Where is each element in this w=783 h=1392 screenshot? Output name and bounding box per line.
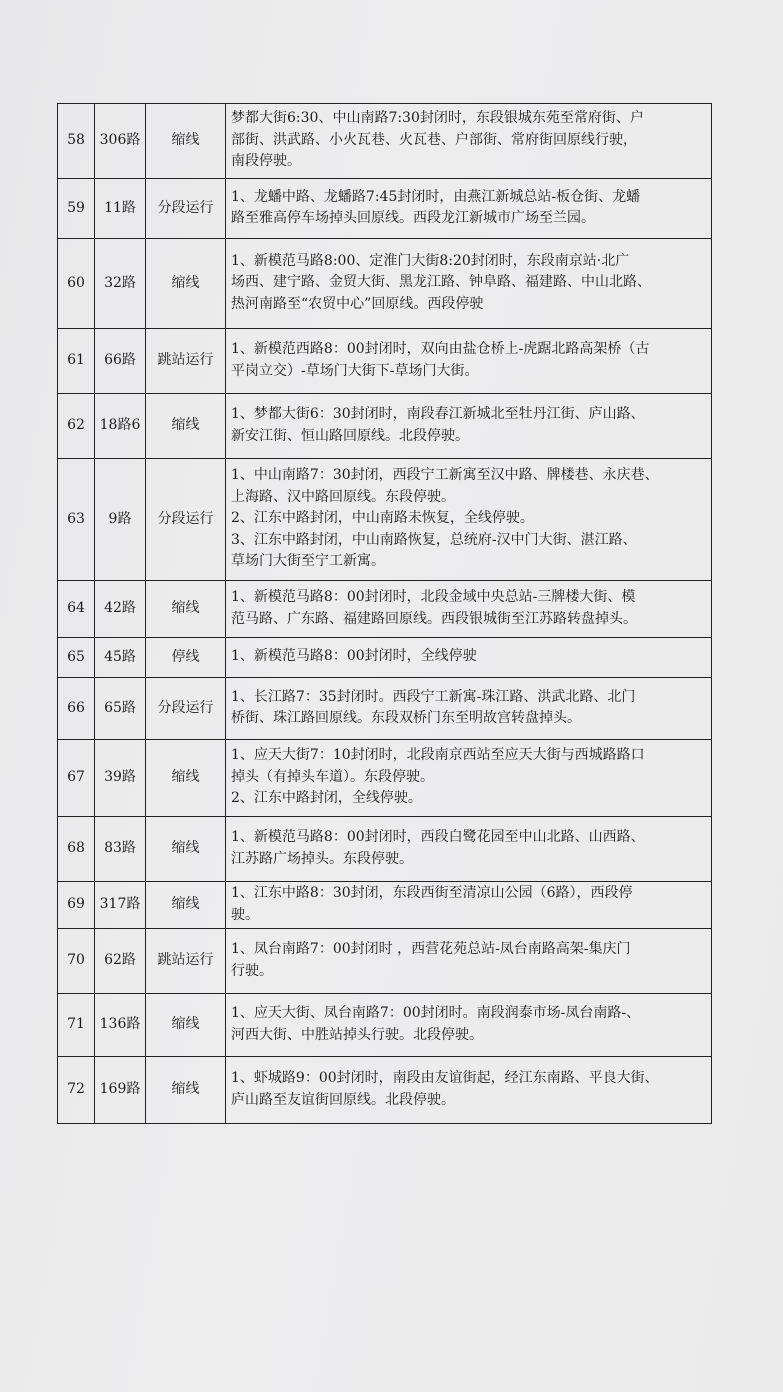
operation-mode-cell: 跳站运行 — [146, 329, 226, 394]
adjustment-description-cell — [226, 817, 712, 882]
description-line: 1、新模范马路8：00封闭时，北段金域中央总站-三牌楼大街、模 — [231, 589, 636, 605]
row-number-cell: 68 — [58, 817, 95, 882]
description-line: 3、江东中路封闭，中山南路恢复，总统府-汉中门大街、湛江路、 — [231, 531, 637, 548]
operation-mode-cell: 缩线 — [146, 581, 226, 638]
route-name-cell: 42路 — [95, 581, 146, 638]
operation-mode-cell: 跳站运行 — [146, 929, 226, 994]
description-line: 江苏路广场掉头。东段停驶。 — [231, 850, 413, 867]
row-number-cell: 66 — [58, 678, 95, 740]
description-line: 1、虾城路9：00封闭时，南段由友谊街起，经江东南路、平良大街、 — [231, 1070, 659, 1086]
description-line: 驶。 — [231, 906, 259, 923]
operation-mode-cell: 缩线 — [146, 104, 226, 179]
route-name-cell: 66路 — [95, 329, 146, 394]
row-number-cell: 61 — [58, 329, 95, 394]
adjustment-description-cell — [226, 581, 712, 638]
adjustment-description-cell — [226, 459, 712, 581]
row-number-cell: 72 — [58, 1057, 95, 1124]
adjustment-description-cell — [226, 638, 712, 678]
operation-mode-cell: 缩线 — [146, 1057, 226, 1124]
description-line: 1、应天大街、凤台南路7：00封闭时。南段润泰市场-凤台南路-、 — [231, 1005, 641, 1021]
adjustment-description-cell — [226, 104, 712, 179]
operation-mode-cell: 停线 — [146, 638, 226, 678]
row-number-cell: 60 — [58, 239, 95, 329]
adjustment-description-cell — [226, 740, 712, 817]
table-row — [58, 329, 712, 394]
description-line: 2、江东中路封闭，中山南路未恢复，全线停驶。 — [231, 510, 534, 527]
adjustment-description-cell — [226, 678, 712, 740]
route-name-cell: 65路 — [95, 678, 146, 740]
table-row — [58, 394, 712, 459]
description-line: 1、梦都大街6：30封闭时，南段春江新城北至牡丹江街、庐山路、 — [231, 406, 645, 422]
description-line: 1、新模范马路8:00、定淮门大街8:20封闭时，东段南京站·北广 — [231, 252, 630, 269]
description-line: 新安江街、恒山路回原线。北段停驶。 — [231, 427, 469, 444]
operation-mode-cell: 缩线 — [146, 817, 226, 882]
row-number-cell: 63 — [58, 459, 95, 581]
adjustment-description-cell — [226, 329, 712, 394]
row-number-cell: 62 — [58, 394, 95, 459]
description-line: 平岗立交）-草场门大街下-草场门大街。 — [231, 362, 479, 379]
description-line: 草场门大街至宁工新寓。 — [231, 553, 385, 570]
table-row — [58, 239, 712, 329]
adjustment-description-cell — [226, 179, 712, 239]
route-name-cell: 9路 — [95, 459, 146, 581]
description-line: 河西大街、中胜站掉头行驶。北段停驶。 — [231, 1026, 483, 1043]
description-line: 1、凤台南路7：00封闭时 ，西营花苑总站-凤台南路高架-集庆门 — [231, 941, 631, 957]
row-number-cell: 67 — [58, 740, 95, 817]
table-row — [58, 581, 712, 638]
adjustment-description-cell — [226, 882, 712, 929]
row-number-cell: 65 — [58, 638, 95, 678]
table-row — [58, 817, 712, 882]
description-line: 1、新模范马路8：00封闭时，全线停驶 — [231, 648, 477, 665]
description-line: 1、新模范马路8：00封闭时，西段白鹭花园至中山北路、山西路、 — [231, 829, 645, 845]
adjustment-description-cell — [226, 1057, 712, 1124]
operation-mode-cell: 分段运行 — [146, 678, 226, 740]
route-name-cell: 11路 — [95, 179, 146, 239]
description-line: 上海路、汉中路回原线。东段停驶。 — [231, 488, 455, 505]
table-row — [58, 638, 712, 678]
table-row — [58, 929, 712, 994]
operation-mode-cell: 缩线 — [146, 882, 226, 929]
route-name-cell: 317路 — [95, 882, 146, 929]
route-name-cell: 169路 — [95, 1057, 146, 1124]
operation-mode-cell: 缩线 — [146, 239, 226, 329]
table-row — [58, 740, 712, 817]
description-line: 1、新模范西路8：00封闭时，双向由盐仓桥上-虎踞北路高架桥（古 — [231, 341, 650, 357]
description-line: 行驶。 — [231, 962, 273, 979]
route-name-cell: 83路 — [95, 817, 146, 882]
description-line: 梦都大街6:30、中山南路7:30封闭时，东段银城东苑至常府街、户 — [231, 110, 644, 127]
route-name-cell: 39路 — [95, 740, 146, 817]
row-number-cell: 64 — [58, 581, 95, 638]
description-line: 1、龙蟠中路、龙蟠路7:45封闭时，由燕江新城总站-板仓街、龙蟠 — [231, 188, 641, 205]
table-row — [58, 104, 712, 179]
route-name-cell: 136路 — [95, 994, 146, 1057]
route-name-cell: 62路 — [95, 929, 146, 994]
operation-mode-cell: 缩线 — [146, 740, 226, 817]
table-row — [58, 678, 712, 740]
description-line: 2、江东中路封闭，全线停驶。 — [231, 790, 422, 807]
route-name-cell: 18路6 — [95, 394, 146, 459]
operation-mode-cell: 分段运行 — [146, 459, 226, 581]
description-line: 热河南路至“农贸中心”回原线。西段停驶 — [231, 295, 484, 312]
adjustment-description-cell — [226, 239, 712, 329]
description-line: 庐山路至友谊街回原线。北段停驶。 — [231, 1091, 455, 1108]
description-line: 南段停驶。 — [231, 153, 301, 170]
route-table-body — [58, 104, 712, 1124]
description-line: 掉头（有掉头车道）。东段停驶。 — [231, 768, 434, 785]
operation-mode-cell: 分段运行 — [146, 179, 226, 239]
table-row — [58, 994, 712, 1057]
table-row — [58, 1057, 712, 1124]
table-row — [58, 179, 712, 239]
description-line: 部街、洪武路、小火瓦巷、火瓦巷、户部街、常府街回原线行驶， — [231, 131, 637, 148]
description-line: 路至雅高停车场掉头回原线。西段龙江新城市广场至兰园。 — [231, 210, 595, 226]
description-line: 1、长江路7：35封闭时。西段宁工新寓-珠江路、洪武北路、北门 — [231, 688, 636, 705]
description-line: 范马路、广东路、福建路回原线。西段银城街至江苏路转盘掉头。 — [231, 610, 637, 627]
description-line: 1、应天大街7：10封闭时，北段南京西站至应天大街与西城路路口 — [231, 747, 645, 764]
route-name-cell: 32路 — [95, 239, 146, 329]
table-row — [58, 882, 712, 929]
row-number-cell: 69 — [58, 882, 95, 929]
table-row — [58, 459, 712, 581]
description-line: 1、中山南路7：30封闭，西段宁工新寓至汉中路、牌楼巷、永庆巷、 — [231, 467, 659, 484]
adjustment-description-cell — [226, 394, 712, 459]
bus-route-table — [57, 103, 712, 1124]
operation-mode-cell: 缩线 — [146, 994, 226, 1057]
row-number-cell: 58 — [58, 104, 95, 179]
route-name-cell: 306路 — [95, 104, 146, 179]
row-number-cell: 70 — [58, 929, 95, 994]
description-line: 1、江东中路8：30封闭，东段西街至清凉山公园（6路），西段停 — [231, 885, 633, 901]
description-line: 桥街、珠江路回原线。东段双桥门东至明故宫转盘掉头。 — [231, 710, 581, 726]
operation-mode-cell: 缩线 — [146, 394, 226, 459]
adjustment-description-cell — [226, 994, 712, 1057]
route-name-cell: 45路 — [95, 638, 146, 678]
adjustment-description-cell — [226, 929, 712, 994]
row-number-cell: 59 — [58, 179, 95, 239]
description-line: 场西、建宁路、金贸大街、黑龙江路、钟阜路、福建路、中山北路、 — [231, 274, 651, 291]
row-number-cell: 71 — [58, 994, 95, 1057]
